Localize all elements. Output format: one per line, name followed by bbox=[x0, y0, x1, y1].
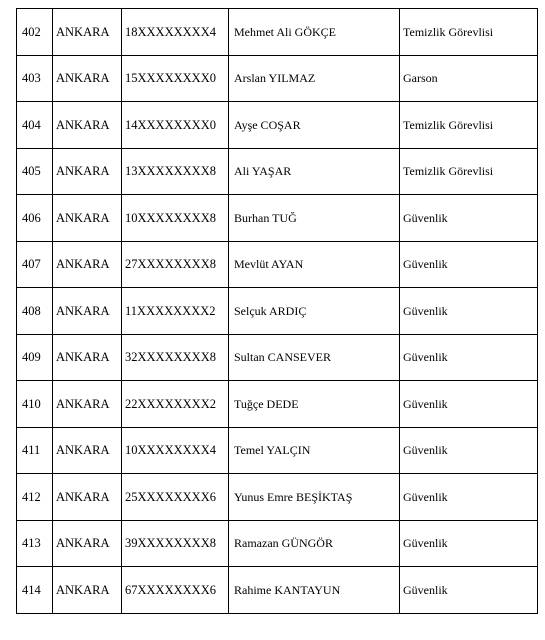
job-title-cell: Temizlik Görevlisi bbox=[400, 148, 538, 195]
city-cell: ANKARA bbox=[53, 55, 122, 102]
id-number-cell: 22XXXXXXXX2 bbox=[122, 381, 229, 428]
name-cell: Temel YALÇIN bbox=[229, 427, 400, 474]
table-row bbox=[17, 195, 538, 242]
name-cell: Tuğçe DEDE bbox=[229, 381, 400, 428]
id-number-cell: 13XXXXXXXX8 bbox=[122, 148, 229, 195]
name-cell: Burhan TUĞ bbox=[229, 195, 400, 242]
job-title-cell: Güvenlik bbox=[400, 520, 538, 567]
name-cell: Selçuk ARDIÇ bbox=[229, 288, 400, 335]
job-title-cell: Güvenlik bbox=[400, 241, 538, 288]
city-cell: ANKARA bbox=[53, 102, 122, 149]
name-cell: Mevlüt AYAN bbox=[229, 241, 400, 288]
job-title-cell: Güvenlik bbox=[400, 288, 538, 335]
id-number-cell: 67XXXXXXXX6 bbox=[122, 567, 229, 614]
row-number: 404 bbox=[17, 102, 53, 149]
table-row bbox=[17, 334, 538, 381]
job-title-cell: Güvenlik bbox=[400, 427, 538, 474]
id-number-cell: 18XXXXXXXX4 bbox=[122, 9, 229, 56]
table-row bbox=[17, 381, 538, 428]
job-title-cell: Güvenlik bbox=[400, 567, 538, 614]
row-number: 403 bbox=[17, 55, 53, 102]
id-number-cell: 25XXXXXXXX6 bbox=[122, 474, 229, 521]
job-title-cell: Garson bbox=[400, 55, 538, 102]
id-number-cell: 11XXXXXXXX2 bbox=[122, 288, 229, 335]
table-row bbox=[17, 520, 538, 567]
city-cell: ANKARA bbox=[53, 9, 122, 56]
city-cell: ANKARA bbox=[53, 567, 122, 614]
id-number-cell: 32XXXXXXXX8 bbox=[122, 334, 229, 381]
city-cell: ANKARA bbox=[53, 520, 122, 567]
name-cell: Yunus Emre BEŞİKTAŞ bbox=[229, 474, 400, 521]
job-title-cell: Güvenlik bbox=[400, 195, 538, 242]
name-cell: Ali YAŞAR bbox=[229, 148, 400, 195]
city-cell: ANKARA bbox=[53, 288, 122, 335]
name-cell: Sultan CANSEVER bbox=[229, 334, 400, 381]
row-number: 409 bbox=[17, 334, 53, 381]
id-number-cell: 10XXXXXXXX4 bbox=[122, 427, 229, 474]
id-number-cell: 27XXXXXXXX8 bbox=[122, 241, 229, 288]
city-cell: ANKARA bbox=[53, 427, 122, 474]
table-row bbox=[17, 102, 538, 149]
row-number: 407 bbox=[17, 241, 53, 288]
row-number: 413 bbox=[17, 520, 53, 567]
table-row bbox=[17, 241, 538, 288]
name-cell: Mehmet Ali GÖKÇE bbox=[229, 9, 400, 56]
city-cell: ANKARA bbox=[53, 241, 122, 288]
city-cell: ANKARA bbox=[53, 148, 122, 195]
row-number: 402 bbox=[17, 9, 53, 56]
city-cell: ANKARA bbox=[53, 381, 122, 428]
row-number: 414 bbox=[17, 567, 53, 614]
city-cell: ANKARA bbox=[53, 195, 122, 242]
row-number: 411 bbox=[17, 427, 53, 474]
name-cell: Arslan YILMAZ bbox=[229, 55, 400, 102]
id-number-cell: 15XXXXXXXX0 bbox=[122, 55, 229, 102]
row-number: 408 bbox=[17, 288, 53, 335]
job-title-cell: Güvenlik bbox=[400, 334, 538, 381]
row-number: 410 bbox=[17, 381, 53, 428]
id-number-cell: 14XXXXXXXX0 bbox=[122, 102, 229, 149]
name-cell: Rahime KANTAYUN bbox=[229, 567, 400, 614]
table-row bbox=[17, 55, 538, 102]
row-number: 406 bbox=[17, 195, 53, 242]
id-number-cell: 10XXXXXXXX8 bbox=[122, 195, 229, 242]
table-row bbox=[17, 288, 538, 335]
table-row bbox=[17, 9, 538, 56]
city-cell: ANKARA bbox=[53, 474, 122, 521]
name-cell: Ayşe COŞAR bbox=[229, 102, 400, 149]
table-row bbox=[17, 148, 538, 195]
city-cell: ANKARA bbox=[53, 334, 122, 381]
table-row bbox=[17, 427, 538, 474]
row-number: 412 bbox=[17, 474, 53, 521]
table-row bbox=[17, 567, 538, 614]
row-number: 405 bbox=[17, 148, 53, 195]
job-title-cell: Temizlik Görevlisi bbox=[400, 102, 538, 149]
staff-table bbox=[16, 8, 538, 614]
job-title-cell: Temizlik Görevlisi bbox=[400, 9, 538, 56]
id-number-cell: 39XXXXXXXX8 bbox=[122, 520, 229, 567]
job-title-cell: Güvenlik bbox=[400, 381, 538, 428]
name-cell: Ramazan GÜNGÖR bbox=[229, 520, 400, 567]
job-title-cell: Güvenlik bbox=[400, 474, 538, 521]
table-row bbox=[17, 474, 538, 521]
